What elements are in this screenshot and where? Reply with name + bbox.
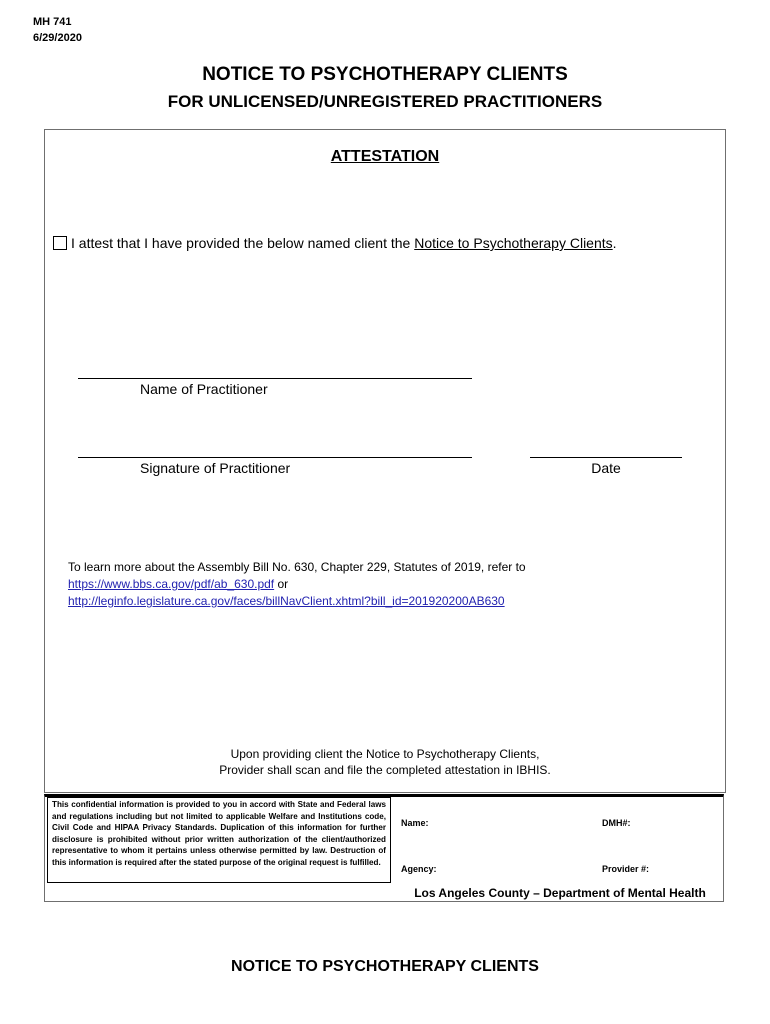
form-number: MH 741	[33, 16, 72, 28]
page-subtitle: FOR UNLICENSED/UNREGISTERED PRACTITIONERS	[167, 92, 603, 111]
practitioner-signature-label: Signature of Practitioner	[140, 460, 291, 476]
instructions-line-1: Upon providing client the Notice to Psychotherapy Clients,	[230, 747, 540, 761]
practitioner-signature-line[interactable]	[78, 457, 472, 458]
attestation-heading: ATTESTATION	[330, 148, 440, 165]
name-field-label: Name:	[401, 818, 429, 828]
bbs-link[interactable]: https://www.bbs.ca.gov/pdf/ab_630.pdf	[68, 577, 275, 591]
date-label: Date	[591, 460, 621, 476]
bottom-title: NOTICE TO PSYCHOTHERAPY CLIENTS	[231, 958, 539, 975]
date-line[interactable]	[530, 457, 682, 458]
dmh-field-label: DMH#:	[602, 818, 631, 828]
reference-info	[68, 559, 526, 610]
practitioner-name-label: Name of Practitioner	[140, 381, 268, 397]
reference-link-line-1	[68, 576, 526, 593]
attestation-checkbox[interactable]	[53, 236, 67, 250]
or-text: or	[274, 577, 289, 591]
provider-field-label: Provider #:	[602, 864, 650, 874]
page-title: NOTICE TO PSYCHOTHERAPY CLIENTS	[202, 64, 568, 85]
filing-instructions	[0, 746, 770, 778]
leginfo-link[interactable]: http://leginfo.legislature.ca.gov/faces/billNavClient.xhtml?bill_id=201920200AB630	[68, 594, 505, 608]
practitioner-name-line[interactable]	[78, 378, 472, 379]
department-name: Los Angeles County – Department of Mental Health	[414, 886, 706, 900]
attestation-statement	[71, 235, 617, 251]
reference-link-line-2	[68, 593, 526, 610]
agency-field-label: Agency:	[401, 864, 437, 874]
form-identifier	[33, 14, 82, 46]
reference-text: To learn more about the Assembly Bill No. 630, Chapter 229, Statutes of 2019, refer to	[68, 560, 526, 574]
notice-link[interactable]: Notice to Psychotherapy Clients	[414, 235, 613, 251]
instructions-line-2: Provider shall scan and file the completed attestation in IBHIS.	[219, 763, 551, 777]
attestation-text-after: .	[612, 235, 617, 251]
attestation-text-before: I attest that I have provided the below named client the	[71, 235, 415, 251]
form-date: 6/29/2020	[33, 32, 82, 44]
confidentiality-notice: This confidential information is provided to you in accord with State and Federal laws and regulations including but not limited to applicable Welfare and Institutions code, Civil Code and HIPAA Privacy Standards. Duplication of this information for further disclosure is prohibited without prior written authorization of the client/authorized representative to whom it pertains unless otherwise permitted by law. Destruction of this information is required after the stated purpose of the original request is fulfilled.	[47, 797, 391, 883]
